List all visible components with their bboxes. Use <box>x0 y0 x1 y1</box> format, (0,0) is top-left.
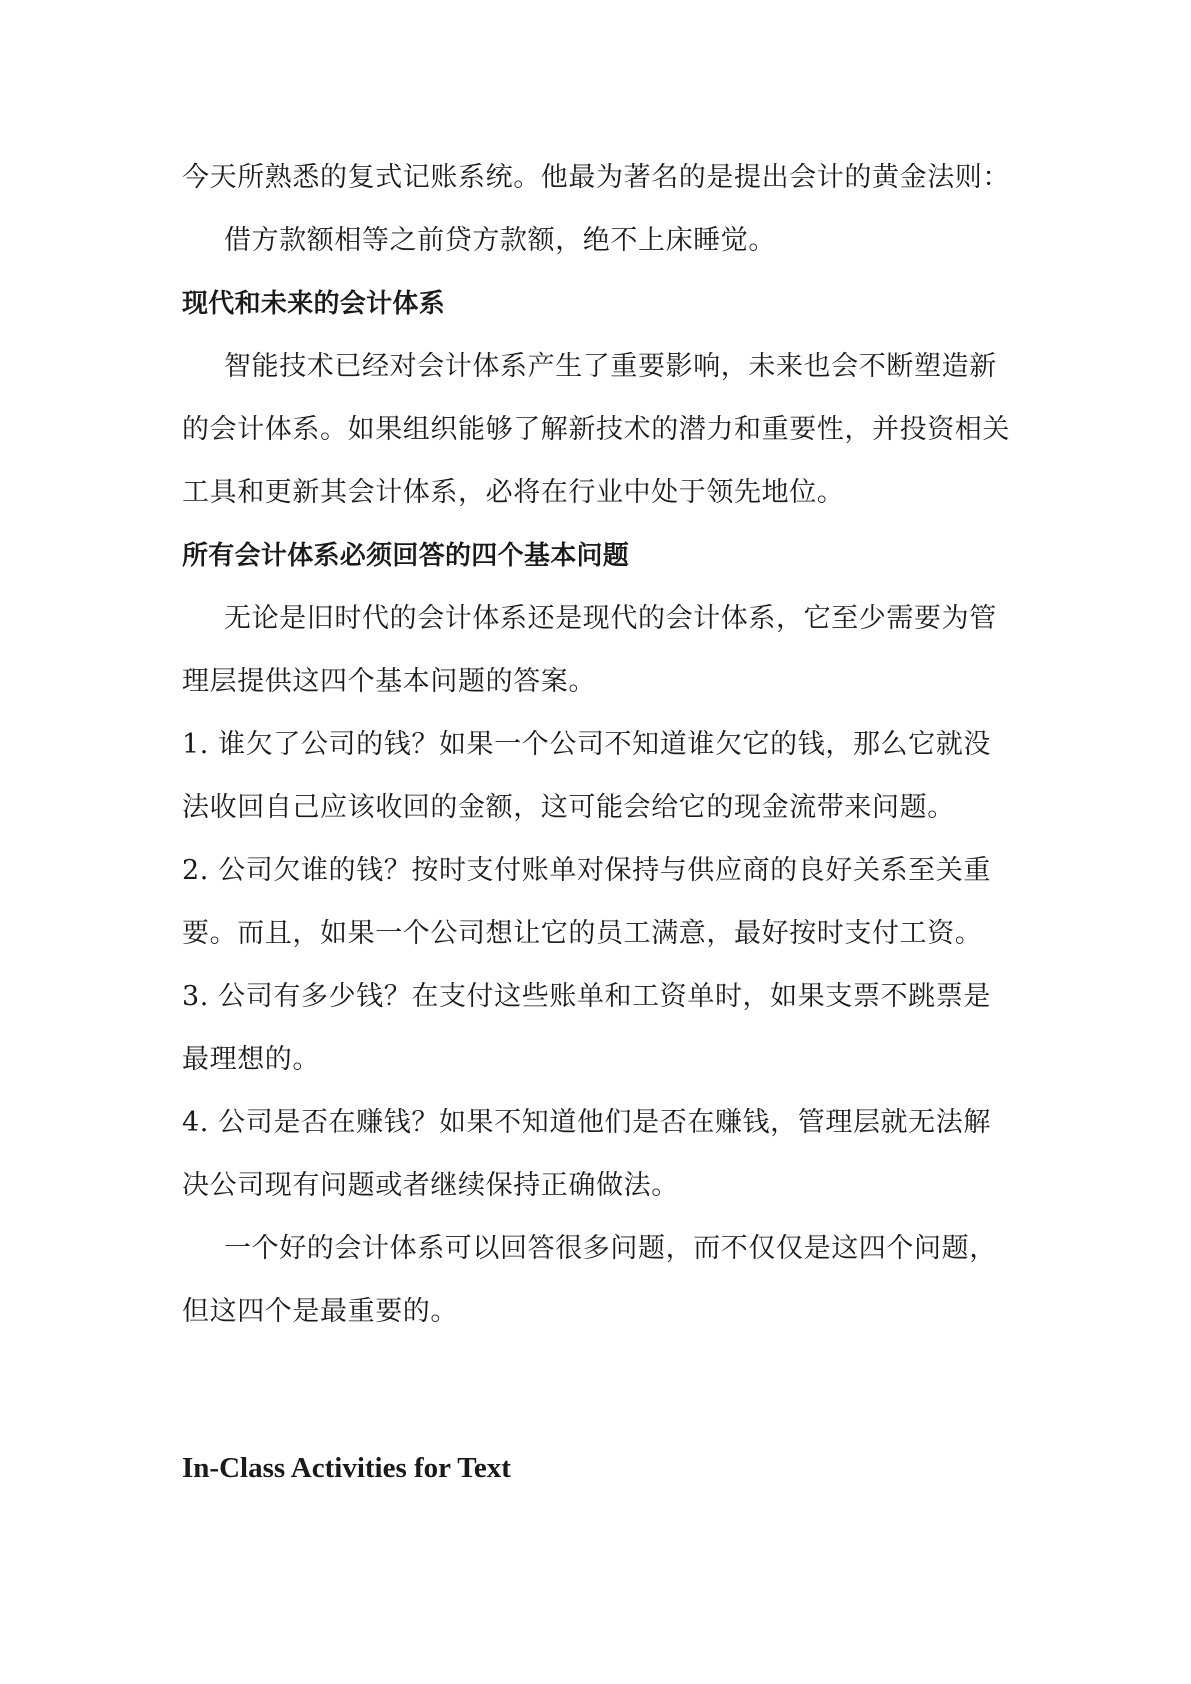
activities-heading: In-Class Activities for Text <box>182 1452 511 1484</box>
paragraph-line: 但这四个是最重要的。 <box>182 1296 458 1327</box>
list-item-line: 4. 公司是否在赚钱？如果不知道他们是否在赚钱，管理层就无法解 <box>182 1107 991 1138</box>
list-item-line: 法收回自己应该收回的金额，这可能会给它的现金流带来问题。 <box>182 792 955 823</box>
list-item-line: 1. 谁欠了公司的钱？如果一个公司不知道谁欠它的钱，那么它就没 <box>182 729 991 760</box>
list-item-line: 决公司现有问题或者继续保持正确做法。 <box>182 1170 679 1201</box>
paragraph-line: 今天所熟悉的复式记账系统。他最为著名的是提出会计的黄金法则： <box>182 162 1010 193</box>
document-body <box>182 152 1022 1349</box>
paragraph-line: 一个好的会计体系可以回答很多问题，而不仅仅是这四个问题， <box>224 1233 997 1264</box>
section-heading: 现代和未来的会计体系 <box>182 289 446 319</box>
paragraph-line: 理层提供这四个基本问题的答案。 <box>182 666 596 697</box>
paragraph-line: 的会计体系。如果组织能够了解新技术的潜力和重要性，并投资相关 <box>182 414 1010 445</box>
list-item-line: 3. 公司有多少钱？在支付这些账单和工资单时，如果支票不跳票是 <box>182 981 991 1012</box>
paragraph-line: 无论是旧时代的会计体系还是现代的会计体系，它至少需要为管 <box>224 603 997 634</box>
list-item-line: 2. 公司欠谁的钱？按时支付账单对保持与供应商的良好关系至关重 <box>182 855 991 886</box>
paragraph-line: 智能技术已经对会计体系产生了重要影响，未来也会不断塑造新 <box>224 351 997 382</box>
section-heading: 所有会计体系必须回答的四个基本问题 <box>182 541 630 571</box>
list-item-line: 要。而且，如果一个公司想让它的员工满意，最好按时支付工资。 <box>182 918 983 949</box>
paragraph-line: 借方款额相等之前贷方款额，绝不上床睡觉。 <box>224 225 776 256</box>
paragraph-line: 工具和更新其会计体系，必将在行业中处于领先地位。 <box>182 477 845 508</box>
list-item-line: 最理想的。 <box>182 1044 320 1075</box>
